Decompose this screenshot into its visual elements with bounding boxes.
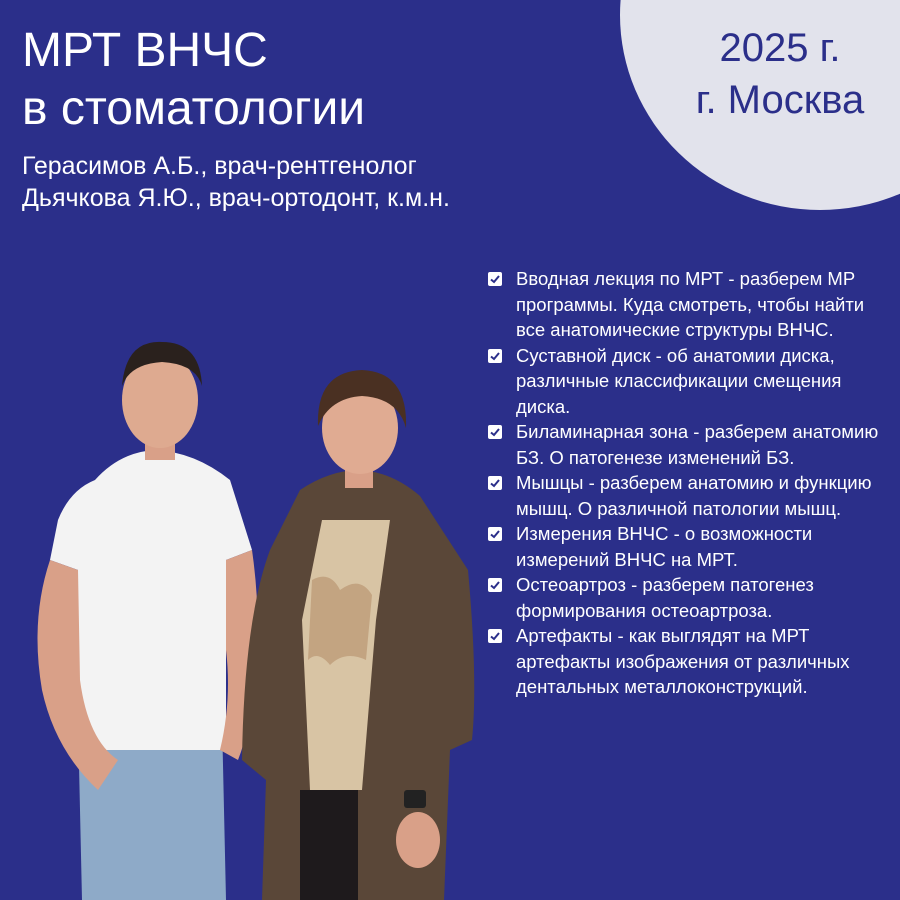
authors	[22, 150, 450, 214]
woman-hand	[396, 812, 440, 868]
list-item	[488, 343, 888, 420]
topic-text: Суставной диск - об анатомии диска, различные классификации смещения диска.	[516, 344, 842, 417]
topic-text: Биламинарная зона - разберем анатомию БЗ. О патогенезе изменений БЗ.	[516, 421, 879, 468]
checkbox-checked-icon	[488, 476, 502, 490]
badge-year: 2025 г.	[719, 26, 841, 70]
list-item	[488, 521, 888, 572]
badge-city: г. Москва	[695, 78, 865, 122]
topic-text: Артефакты - как выглядят на МРТ артефакты изображения от различных дентальных металлоконструкций.	[516, 625, 850, 697]
list-item	[488, 623, 888, 700]
author-2: Дьячкова Я.Ю., врач-ортодонт, к.м.н.	[22, 184, 450, 212]
topic-text: Мышцы - разберем анатомию и функцию мышц. О различной патологии мышц.	[516, 472, 872, 519]
title-line-2: в стоматологии	[22, 82, 366, 135]
page-title	[22, 22, 365, 138]
checkbox-checked-icon	[488, 349, 502, 363]
list-item	[488, 266, 888, 343]
speakers-photo	[0, 320, 490, 900]
checkbox-checked-icon	[488, 272, 502, 286]
topic-text: Измерения ВНЧС - о возможности измерений ВНЧС на МРТ.	[516, 523, 813, 570]
topic-text: Вводная лекция по МРТ - разберем МР программы. Куда смотреть, чтобы найти все анатомические структуры ВНЧС.	[516, 268, 865, 340]
topic-text: Остеоартроз - разберем патогенез формирования остеоартроза.	[516, 574, 814, 621]
list-item	[488, 572, 888, 623]
author-1: Герасимов А.Б., врач-рентгенолог	[22, 152, 417, 180]
title-line-1: МРТ ВНЧС	[22, 24, 268, 77]
checkbox-checked-icon	[488, 578, 502, 592]
checkbox-checked-icon	[488, 629, 502, 643]
list-item	[488, 470, 888, 521]
topic-list	[488, 266, 888, 700]
checkbox-checked-icon	[488, 425, 502, 439]
date-badge	[660, 22, 900, 126]
woman-trousers	[300, 790, 358, 900]
woman-watch	[404, 790, 426, 808]
checkbox-checked-icon	[488, 527, 502, 541]
list-item	[488, 419, 888, 470]
